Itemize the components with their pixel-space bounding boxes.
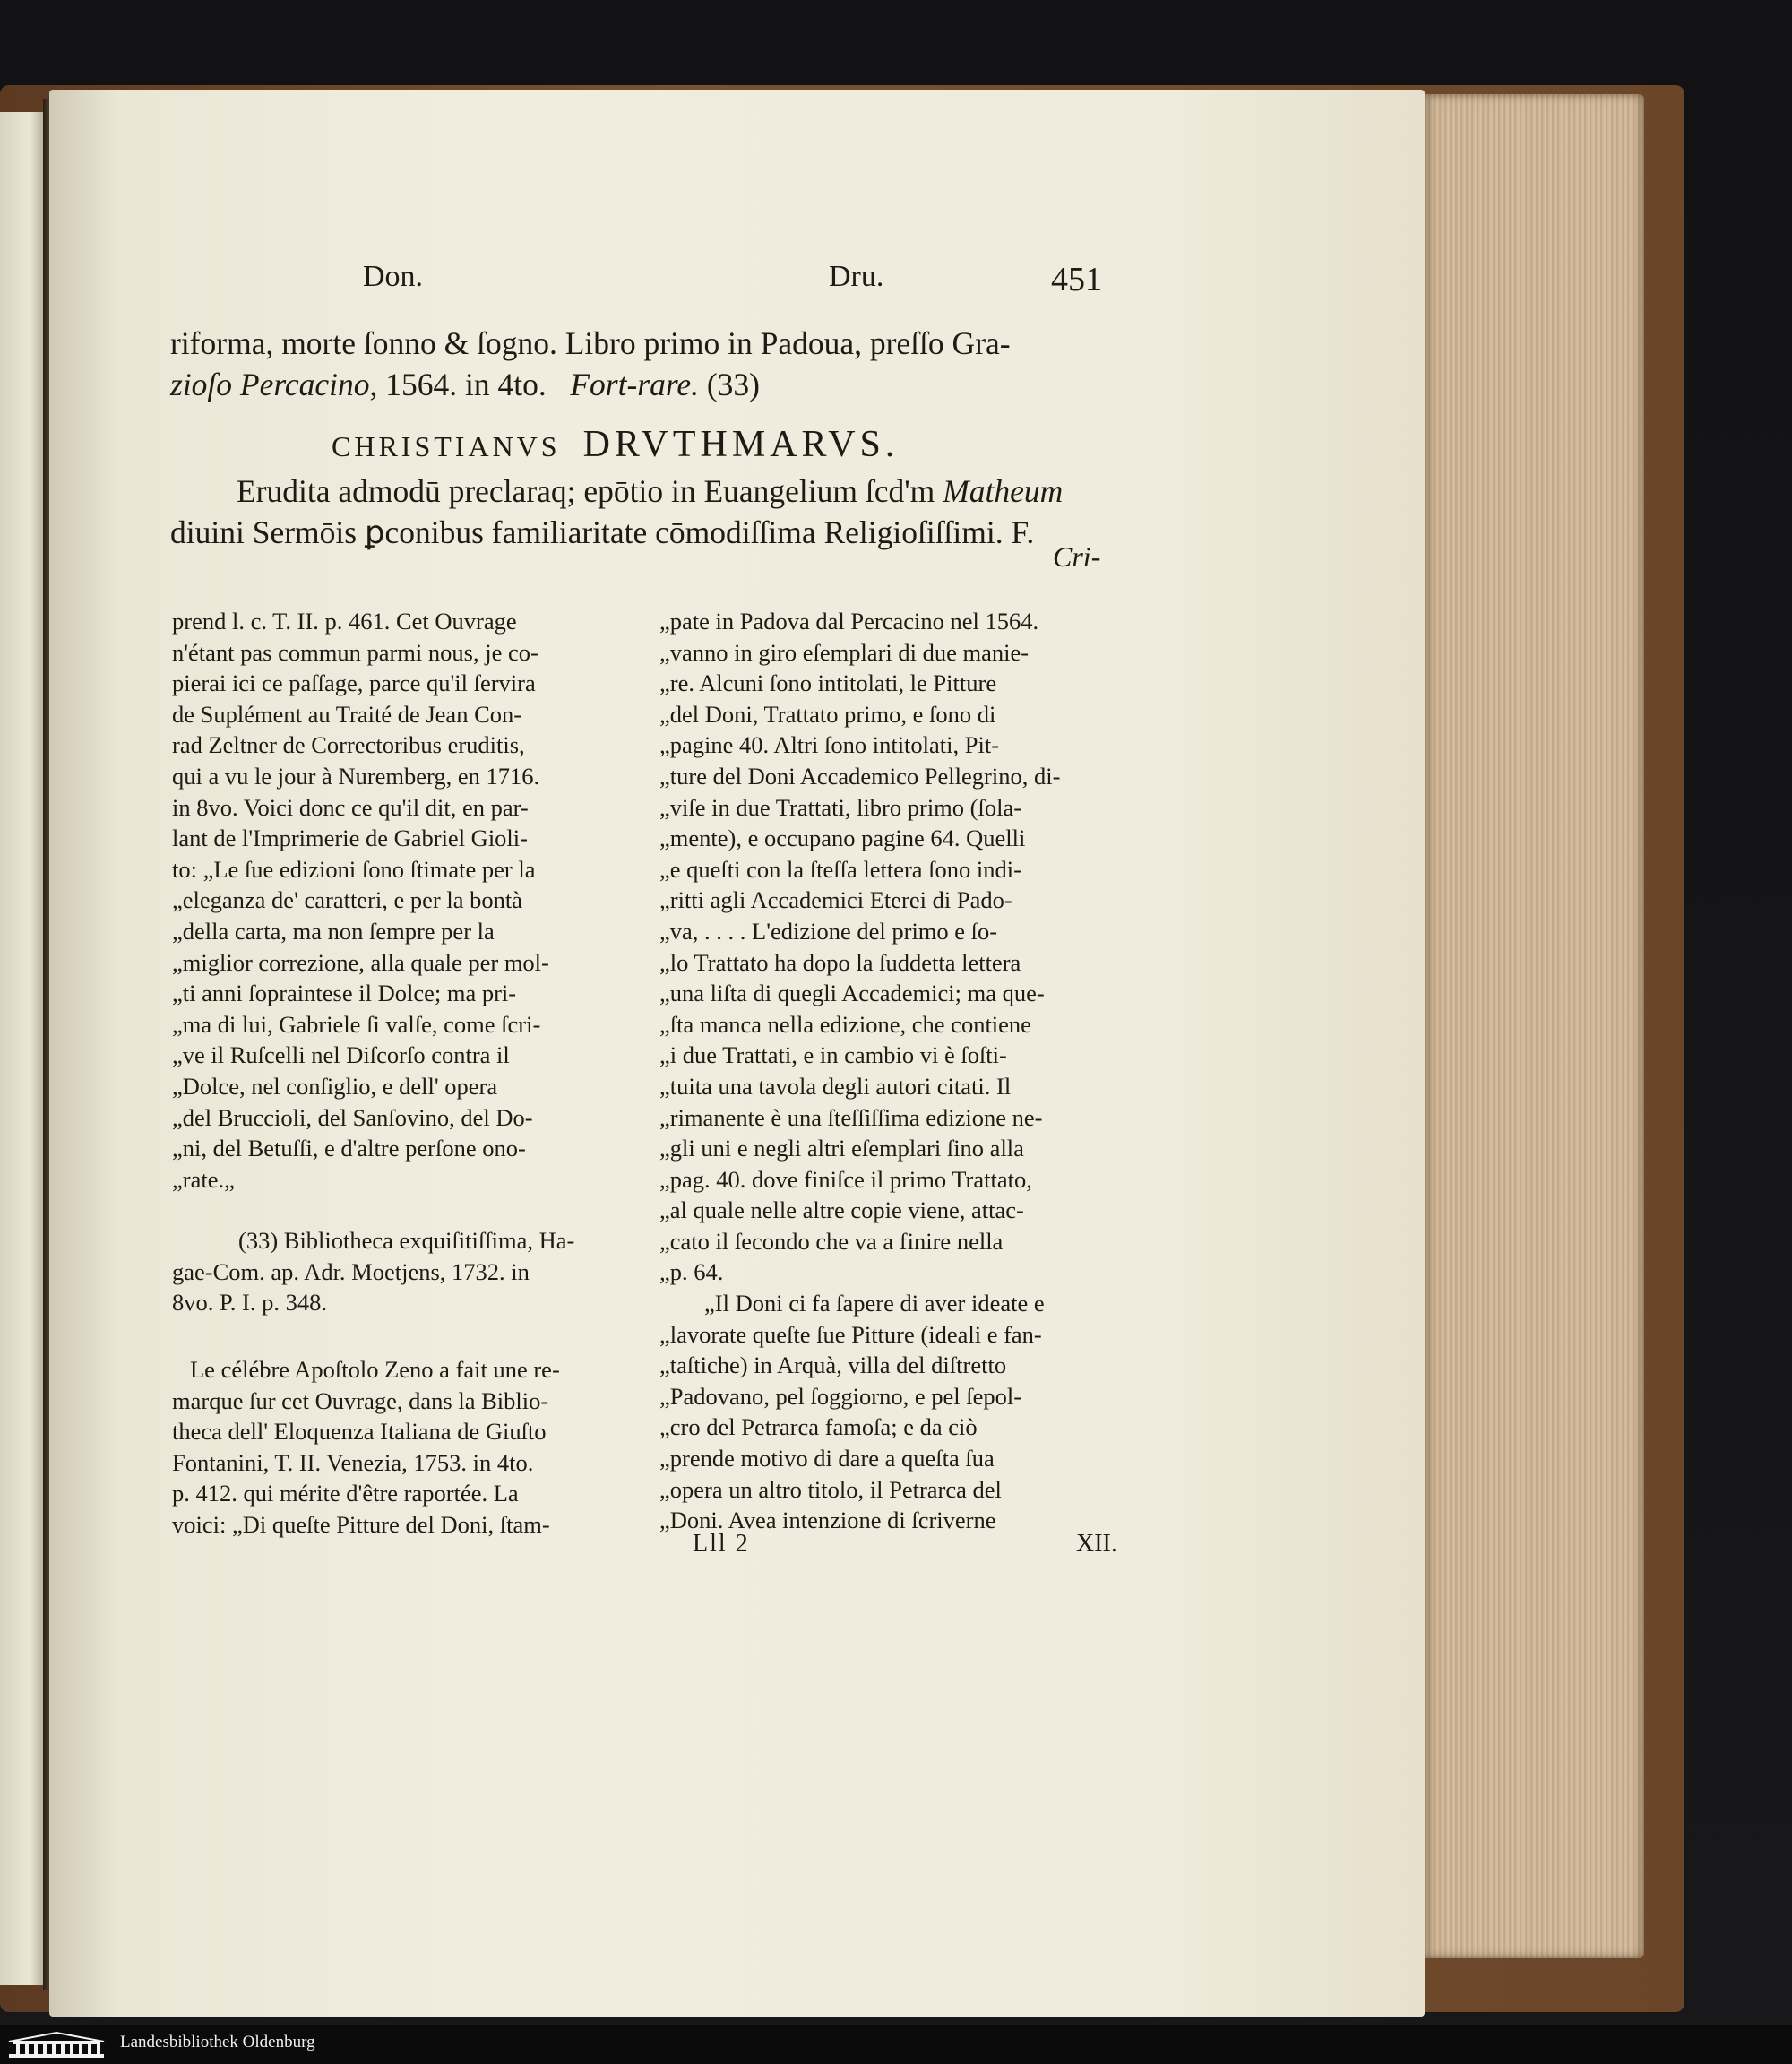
- text-line: „rimanente è una ſteſſiſſima edizione ne-: [659, 1103, 1043, 1131]
- text-line: „lavorate queſte ſue Pitture (ideali e fan-: [659, 1320, 1042, 1348]
- text-line: „una liſta di quegli Accademici; ma que-: [659, 980, 1045, 1007]
- entry-doni-line2: [170, 364, 1116, 405]
- text-line: to: „Le ſue edizioni ſono ſtimate per la: [172, 855, 536, 883]
- text-line: lant de l'Imprimerie de Gabriel Gioli-: [172, 825, 528, 852]
- spacer: [172, 1195, 633, 1225]
- printer-name: zioſo Percacino: [170, 367, 370, 402]
- text-line: „pagine 40. Altri ſono intitolati, Pit-: [659, 731, 1000, 759]
- text-line: Le célébre Apoſtolo Zeno a fait une re-: [190, 1356, 560, 1384]
- text-line: „mente), e occupano pagine 64. Quelli: [659, 825, 1026, 852]
- text-line: „e queſti con la ſteſſa lettera ſono indi-: [659, 855, 1021, 883]
- page-block-edge: [1420, 94, 1644, 1958]
- druthmarus-line1: [170, 471, 1116, 512]
- text-line: „al quale nelle altre copie viene, attac-: [659, 1196, 1024, 1224]
- text-line: „re. Alcuni ſono intitolati, le Pitture: [659, 669, 997, 697]
- text-line: „va, . . . . L'edizione del primo e ſo-: [659, 917, 998, 945]
- text-line: „rate.„: [172, 1165, 235, 1193]
- entry-heading: [332, 423, 899, 466]
- text-line: „del Bruccioli, del Sanſovino, del Do-: [172, 1103, 533, 1131]
- text-line: „miglior correzione, alla quale per mol-: [172, 948, 549, 976]
- text-line: prend l. c. T. II. p. 461. Cet Ouvrage: [172, 608, 517, 635]
- heading-forename: CHRISTIANVS: [332, 430, 561, 462]
- text-line: p. 412. qui mérite d'être raportée. La: [172, 1480, 519, 1507]
- rarity-note: Fort-rare.: [570, 367, 699, 402]
- text-line: „ture del Doni Accademico Pellegrino, di-: [659, 762, 1061, 790]
- library-name: Landesbibliothek Oldenburg: [120, 2033, 315, 2051]
- text-line: „ma di lui, Gabriele ſi valſe, come ſcri-: [172, 1010, 541, 1038]
- text-line: „Dolce, nel conſiglio, e dell' opera: [172, 1072, 498, 1100]
- druthmarus-line2: diuini Sermōis ꝑconibus familiaritate cōmodiſſima Religioſiſſimi. F.: [170, 514, 1035, 550]
- text-line: „opera un altro titolo, il Petrarca del: [659, 1475, 1002, 1503]
- library-building-icon: [7, 2031, 106, 2060]
- text-line: Fontanini, T. II. Venezia, 1753. in 4to.: [172, 1448, 534, 1476]
- right-column: [659, 606, 1118, 1536]
- catchword-cri: Cri-: [1053, 540, 1101, 573]
- text-line: „viſe in due Trattati, libro primo (ſola-: [659, 793, 1022, 821]
- text-line: „ti anni ſopraintese il Dolce; ma pri-: [172, 980, 517, 1007]
- imprint-date: , 1564. in 4to.: [369, 367, 547, 402]
- text-line: „lo Trattato ha dopo la ſuddetta lettera: [659, 948, 1021, 976]
- text-line: theca dell' Eloquenza Italiana de Giuſto: [172, 1418, 547, 1446]
- text-line: „vanno in giro eſemplari di due manie-: [659, 638, 1030, 666]
- text-line: „gli uni e negli altri eſemplari ſino alla: [659, 1135, 1024, 1162]
- text-line: in 8vo. Voici donc ce qu'il dit, en par-: [172, 793, 529, 821]
- text-line: qui a vu le jour à Nuremberg, en 1716.: [172, 762, 540, 790]
- text-line: marque ſur cet Ouvrage, dans la Biblio-: [172, 1386, 549, 1414]
- page-number: 451: [1051, 261, 1102, 298]
- text-line: „pate in Padova dal Percacino nel 1564.: [659, 608, 1039, 635]
- footnote-line: 8vo. P. I. p. 348.: [172, 1289, 328, 1317]
- footnote-ref: (33): [706, 367, 761, 402]
- text-line: rad Zeltner de Correctoribus eruditis,: [172, 731, 525, 759]
- text-line: de Suplément au Traité de Jean Con-: [172, 700, 522, 728]
- running-head-center: Dru.: [829, 260, 884, 293]
- text-line: „ſta manca nella edizione, che contiene: [659, 1010, 1031, 1038]
- entry-druthmarus: [170, 471, 1116, 553]
- text-line: „pag. 40. dove finiſce il primo Trattato,: [659, 1165, 1032, 1193]
- text-line: „p. 64.: [659, 1258, 724, 1286]
- text-line: „Il Doni ci fa ſapere di aver ideate e: [704, 1290, 1045, 1317]
- text-line: pierai ici ce paſſage, parce qu'il ſervira: [172, 669, 536, 697]
- druthmarus-line1-text: Erudita admodū preclaraq; epōtio in Euangelium ſcd'm: [237, 473, 935, 509]
- text-line: „cro del Petrarca famoſa; e da ciò: [659, 1413, 978, 1441]
- text-line: „prende motivo di dare a queſta ſua: [659, 1445, 995, 1472]
- text-line: „ni, del Betuſſi, e d'altre perſone ono-: [172, 1135, 526, 1162]
- left-page-edge: [0, 112, 45, 1985]
- text-line: „eleganza de' caratteri, e per la bontà: [172, 886, 522, 914]
- text-line: „tuita una tavola degli autori citati. Il: [659, 1072, 1012, 1100]
- text-line: „i due Trattati, e in cambio vi è ſoſti-: [659, 1041, 1007, 1069]
- text-line: „ve il Ruſcelli nel Diſcorſo contra il: [172, 1041, 510, 1069]
- text-line: „della carta, ma non ſempre per la: [172, 917, 495, 945]
- footnote-line: (33) Bibliotheca exquiſitiſſima, Ha-: [238, 1227, 575, 1255]
- left-column: [172, 606, 633, 1541]
- text-line: „cato il ſecondo che va a finire nella: [659, 1227, 1004, 1255]
- right-column-para2: [659, 1288, 1118, 1536]
- text-line: „ritti agli Accademici Eterei di Pado-: [659, 886, 1012, 914]
- text-line: „del Doni, Trattato primo, e ſono di: [659, 700, 996, 728]
- druthmarus-italic: Matheum: [943, 473, 1064, 509]
- spacer: [172, 1318, 633, 1354]
- footnote-33: [172, 1225, 633, 1318]
- heading-surname: DRVTHMARVS.: [582, 424, 900, 465]
- text-line: „Doni. Avea intenzione di ſcriverne: [659, 1507, 996, 1534]
- entry-doni: [170, 323, 1116, 405]
- left-column-body: [172, 606, 633, 1195]
- signature-mark: Lll 2: [693, 1530, 750, 1558]
- running-head-left: Don.: [363, 260, 424, 293]
- right-column-body: [659, 606, 1118, 1288]
- entry-doni-line1: riforma, morte ſonno & ſogno. Libro primo in Padoua, preſſo Gra-: [170, 325, 1011, 361]
- catchword-bottom: XII.: [1076, 1530, 1117, 1558]
- text-line: „Padovano, pel ſoggiorno, e pel ſepol-: [659, 1382, 1022, 1410]
- text-line: „taſtiche) in Arquà, villa del diſtretto: [659, 1352, 1007, 1379]
- text-line: voici: „Di queſte Pitture del Doni, ſtam-: [172, 1511, 550, 1539]
- zeno-remark: [172, 1354, 633, 1541]
- text-line: n'étant pas commun parmi nous, je co-: [172, 638, 538, 666]
- footnote-line: gae-Com. ap. Adr. Moetjens, 1732. in: [172, 1257, 530, 1285]
